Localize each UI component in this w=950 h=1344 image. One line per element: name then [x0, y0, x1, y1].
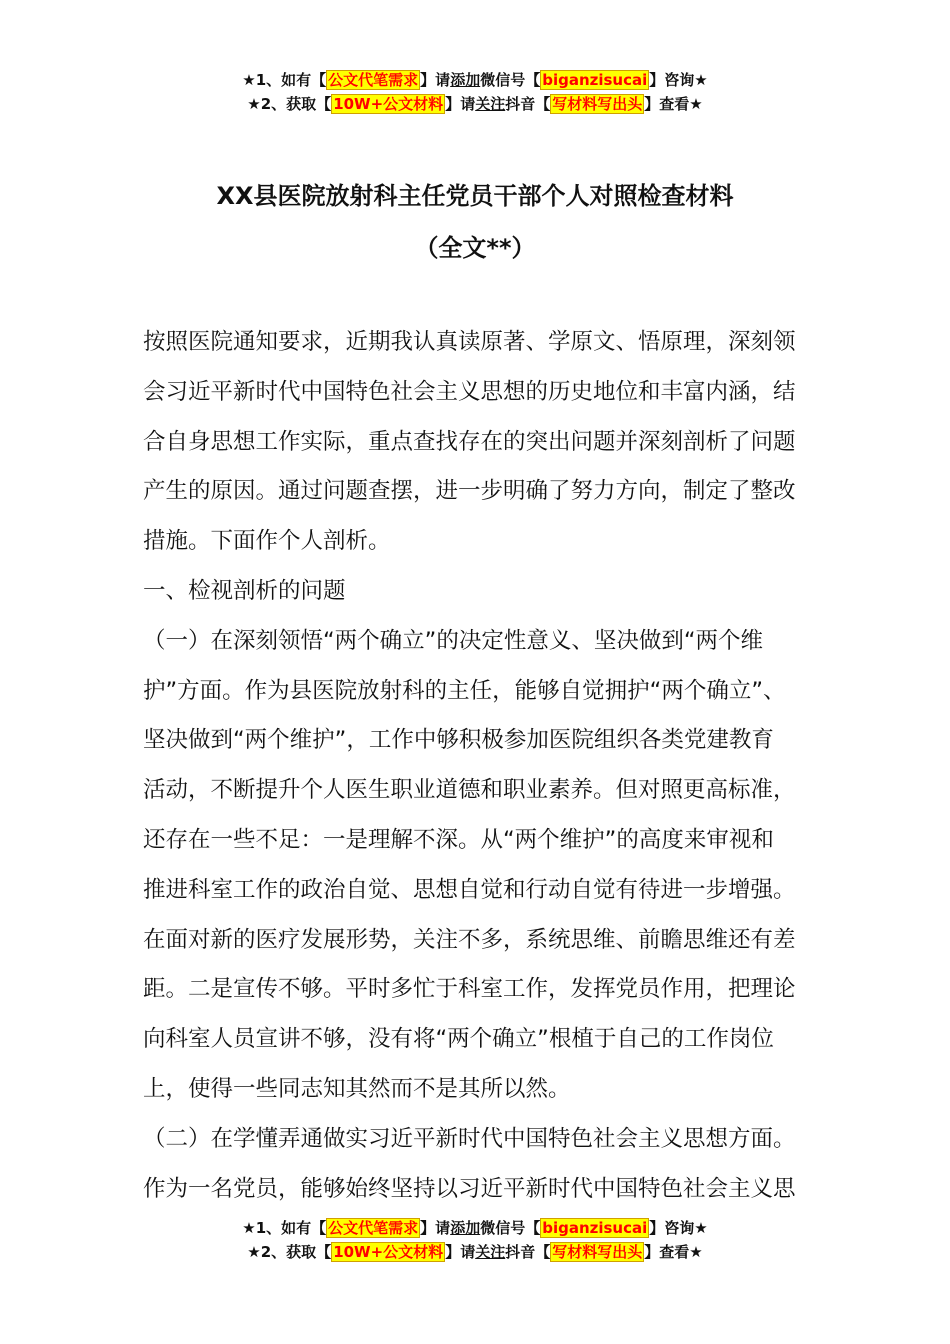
body-line: 合自身思想工作实际，重点查找存在的突出问题并深刻剖析了问题 [143, 428, 796, 455]
highlight-service: 公文代笔需求 [328, 71, 419, 89]
banner-text: 2、获取【 [260, 1243, 332, 1261]
banner-text: 抖音【 [505, 95, 551, 113]
body-line: 推进科室工作的政治自觉、思想自觉和行动自觉有待进一步增强。 [143, 876, 796, 903]
banner-text: 】请 [420, 1219, 451, 1237]
banner-text: 抖音【 [505, 1243, 551, 1261]
banner-emphasis: 添加 [450, 71, 481, 89]
body-line: 坚决做到“两个维护”，工作中够积极参加医院组织各类党建教育 [143, 727, 774, 754]
highlight-douyin-id: 写材料写出头 [552, 95, 643, 113]
banner-emphasis: 关注 [475, 95, 506, 113]
star-icon: ★ [247, 95, 261, 113]
banner-emphasis: 关注 [475, 1243, 506, 1261]
body-line: 上，使得一些同志知其然而不是其所以然。 [143, 1075, 571, 1102]
body-line: 按照医院通知要求，近期我认真读原著、学原文、悟原理，深刻领 [143, 329, 796, 355]
banner-text: 1、如有【 [255, 71, 327, 89]
document-body [143, 318, 823, 1214]
body-line: （一）在深刻领悟“两个确立”的决定性意义、坚决做到“两个维 [143, 627, 763, 654]
document-subtitle: （全文**） [414, 234, 536, 262]
banner-text: 】查看★ [644, 95, 703, 113]
highlight-materials: 10W+公文材料 [333, 1243, 444, 1261]
body-line: （二）在学懂弄通做实习近平新时代中国特色社会主义思想方面。 [143, 1125, 796, 1152]
body-line: 产生的原因。通过问题查摆，进一步明确了努力方向，制定了整改 [143, 478, 796, 505]
star-icon: ★ [242, 1219, 256, 1237]
body-line: 距。二是宣传不够。平时多忙于科室工作，发挥党员作用，把理论 [143, 976, 796, 1003]
header-banner [0, 68, 950, 116]
highlight-service: 公文代笔需求 [328, 1219, 419, 1237]
banner-line-1 [0, 68, 950, 92]
banner-text: 微信号【 [480, 71, 541, 89]
banner-emphasis: 添加 [450, 1219, 481, 1237]
body-line: 措施。下面作个人剖析。 [143, 528, 391, 555]
banner-text: 】咨询★ [649, 71, 708, 89]
banner-text: 】请 [445, 1243, 476, 1261]
banner-text: 2、获取【 [260, 95, 332, 113]
banner-text: 1、如有【 [255, 1219, 327, 1237]
body-line: 在面对新的医疗发展形势，关注不多，系统思维、前瞻思维还有差 [143, 926, 796, 953]
banner-text: 】咨询★ [649, 1219, 708, 1237]
highlight-materials: 10W+公文材料 [333, 95, 444, 113]
banner-text: 】请 [420, 71, 451, 89]
footer-banner [0, 1216, 950, 1264]
banner-text: 】请 [445, 95, 476, 113]
body-line: 活动，不断提升个人医生职业道德和职业素养。但对照更高标准， [143, 777, 796, 804]
banner-line-2 [0, 92, 950, 116]
document-title: XX县医院放射科主任党员干部个人对照检查材料 [216, 182, 734, 210]
star-icon: ★ [247, 1243, 261, 1261]
body-line: 向科室人员宣讲不够，没有将“两个确立”根植于自己的工作岗位 [143, 1026, 774, 1053]
highlight-douyin-id: 写材料写出头 [552, 1243, 643, 1261]
banner-line-2 [0, 1240, 950, 1264]
banner-line-1 [0, 1216, 950, 1240]
body-line: 护”方面。作为县医院放射科的主任，能够自觉拥护“两个确立”、 [143, 677, 786, 704]
highlight-wechat-id: biganzisucai [542, 1219, 648, 1237]
body-line: 会习近平新时代中国特色社会主义思想的历史地位和丰富内涵，结 [143, 378, 796, 405]
section-heading: 一、检视剖析的问题 [143, 577, 346, 604]
body-line: 作为一名党员，能够始终坚持以习近平新时代中国特色社会主义思 [143, 1175, 796, 1202]
body-line: 还存在一些不足：一是理解不深。从“两个维护”的高度来审视和 [143, 826, 774, 853]
banner-text: 】查看★ [644, 1243, 703, 1261]
banner-text: 微信号【 [480, 1219, 541, 1237]
star-icon: ★ [242, 71, 256, 89]
highlight-wechat-id: biganzisucai [542, 71, 648, 89]
